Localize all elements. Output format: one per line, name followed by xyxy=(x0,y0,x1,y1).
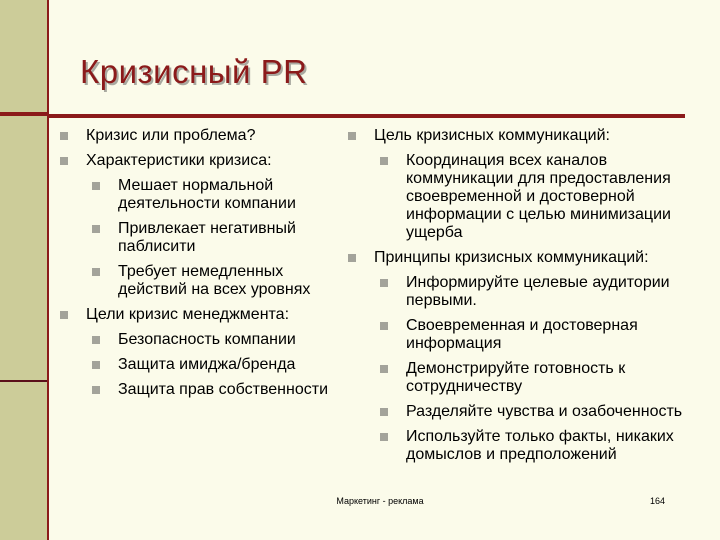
bullet-text: Принципы кризисных коммуникаций: xyxy=(374,249,649,266)
bullet-text: Цели кризис менеджмента: xyxy=(86,306,290,323)
bullet-text: Информируйте целевые аудитории первыми. xyxy=(406,274,670,309)
bullet-item xyxy=(58,356,336,374)
bullet-item xyxy=(58,152,336,170)
square-bullet-icon xyxy=(92,225,100,233)
square-bullet-icon xyxy=(380,408,388,416)
square-bullet-icon xyxy=(60,157,68,165)
bullet-text: Требует немедленных действий на всех уровнях xyxy=(118,263,311,298)
square-bullet-icon xyxy=(380,365,388,373)
bullet-item xyxy=(346,403,696,421)
bullet-item xyxy=(346,360,696,396)
bullet-item xyxy=(346,274,696,310)
square-bullet-icon xyxy=(92,336,100,344)
bullet-item xyxy=(58,127,336,145)
square-bullet-icon xyxy=(60,311,68,319)
right-column xyxy=(346,127,696,471)
bullet-item xyxy=(346,317,696,353)
bullet-text: Цель кризисных коммуникаций: xyxy=(374,127,610,144)
square-bullet-icon xyxy=(348,254,356,262)
title-band-line xyxy=(0,112,47,116)
bullet-item xyxy=(346,152,696,242)
bullet-text: Безопасность компании xyxy=(118,331,296,348)
bullet-text: Привлекает негативный паблисити xyxy=(118,220,296,255)
square-bullet-icon xyxy=(380,279,388,287)
square-bullet-icon xyxy=(92,361,100,369)
square-bullet-icon xyxy=(92,268,100,276)
bullet-item xyxy=(58,177,336,213)
square-bullet-icon xyxy=(380,157,388,165)
bullet-text: Защита прав собственности xyxy=(118,381,329,398)
bullet-text: Используйте только факты, никаких домыслов и предположений xyxy=(406,428,674,463)
bullet-item xyxy=(346,249,696,267)
title-underline xyxy=(47,114,685,118)
slide-title: Кризисный PR xyxy=(80,53,308,90)
bullet-item xyxy=(58,331,336,349)
square-bullet-icon xyxy=(380,433,388,441)
slide-footer: Маркетинг - реклама xyxy=(336,496,424,506)
page-number: 164 xyxy=(650,496,666,506)
square-bullet-icon xyxy=(348,132,356,140)
bullet-text: Мешает нормальной деятельности компании xyxy=(118,177,296,212)
square-bullet-icon xyxy=(60,132,68,140)
bullet-item xyxy=(346,127,696,145)
side-band-divider xyxy=(0,380,47,382)
square-bullet-icon xyxy=(380,322,388,330)
bullet-text: Координация всех каналов коммуникации для предоставления своевременной и достоверной информации с целью минимизации ущерба xyxy=(406,152,671,241)
bullet-text: Демонстрируйте готовность к сотрудничеству xyxy=(406,360,626,395)
bullet-text: Защита имиджа/бренда xyxy=(118,356,296,373)
square-bullet-icon xyxy=(92,182,100,190)
left-column xyxy=(58,127,336,406)
bullet-text: Разделяйте чувства и озабоченность xyxy=(406,403,683,420)
bullet-item xyxy=(58,220,336,256)
vertical-rule xyxy=(47,0,49,540)
bullet-text: Характеристики кризиса: xyxy=(86,152,272,169)
bullet-text: Кризис или проблема? xyxy=(86,127,256,144)
bullet-item xyxy=(58,306,336,324)
bullet-item xyxy=(58,263,336,299)
bullet-item xyxy=(346,428,696,464)
square-bullet-icon xyxy=(92,386,100,394)
side-band xyxy=(0,0,47,540)
bullet-item xyxy=(58,381,336,399)
bullet-text: Своевременная и достоверная информация xyxy=(406,317,638,352)
